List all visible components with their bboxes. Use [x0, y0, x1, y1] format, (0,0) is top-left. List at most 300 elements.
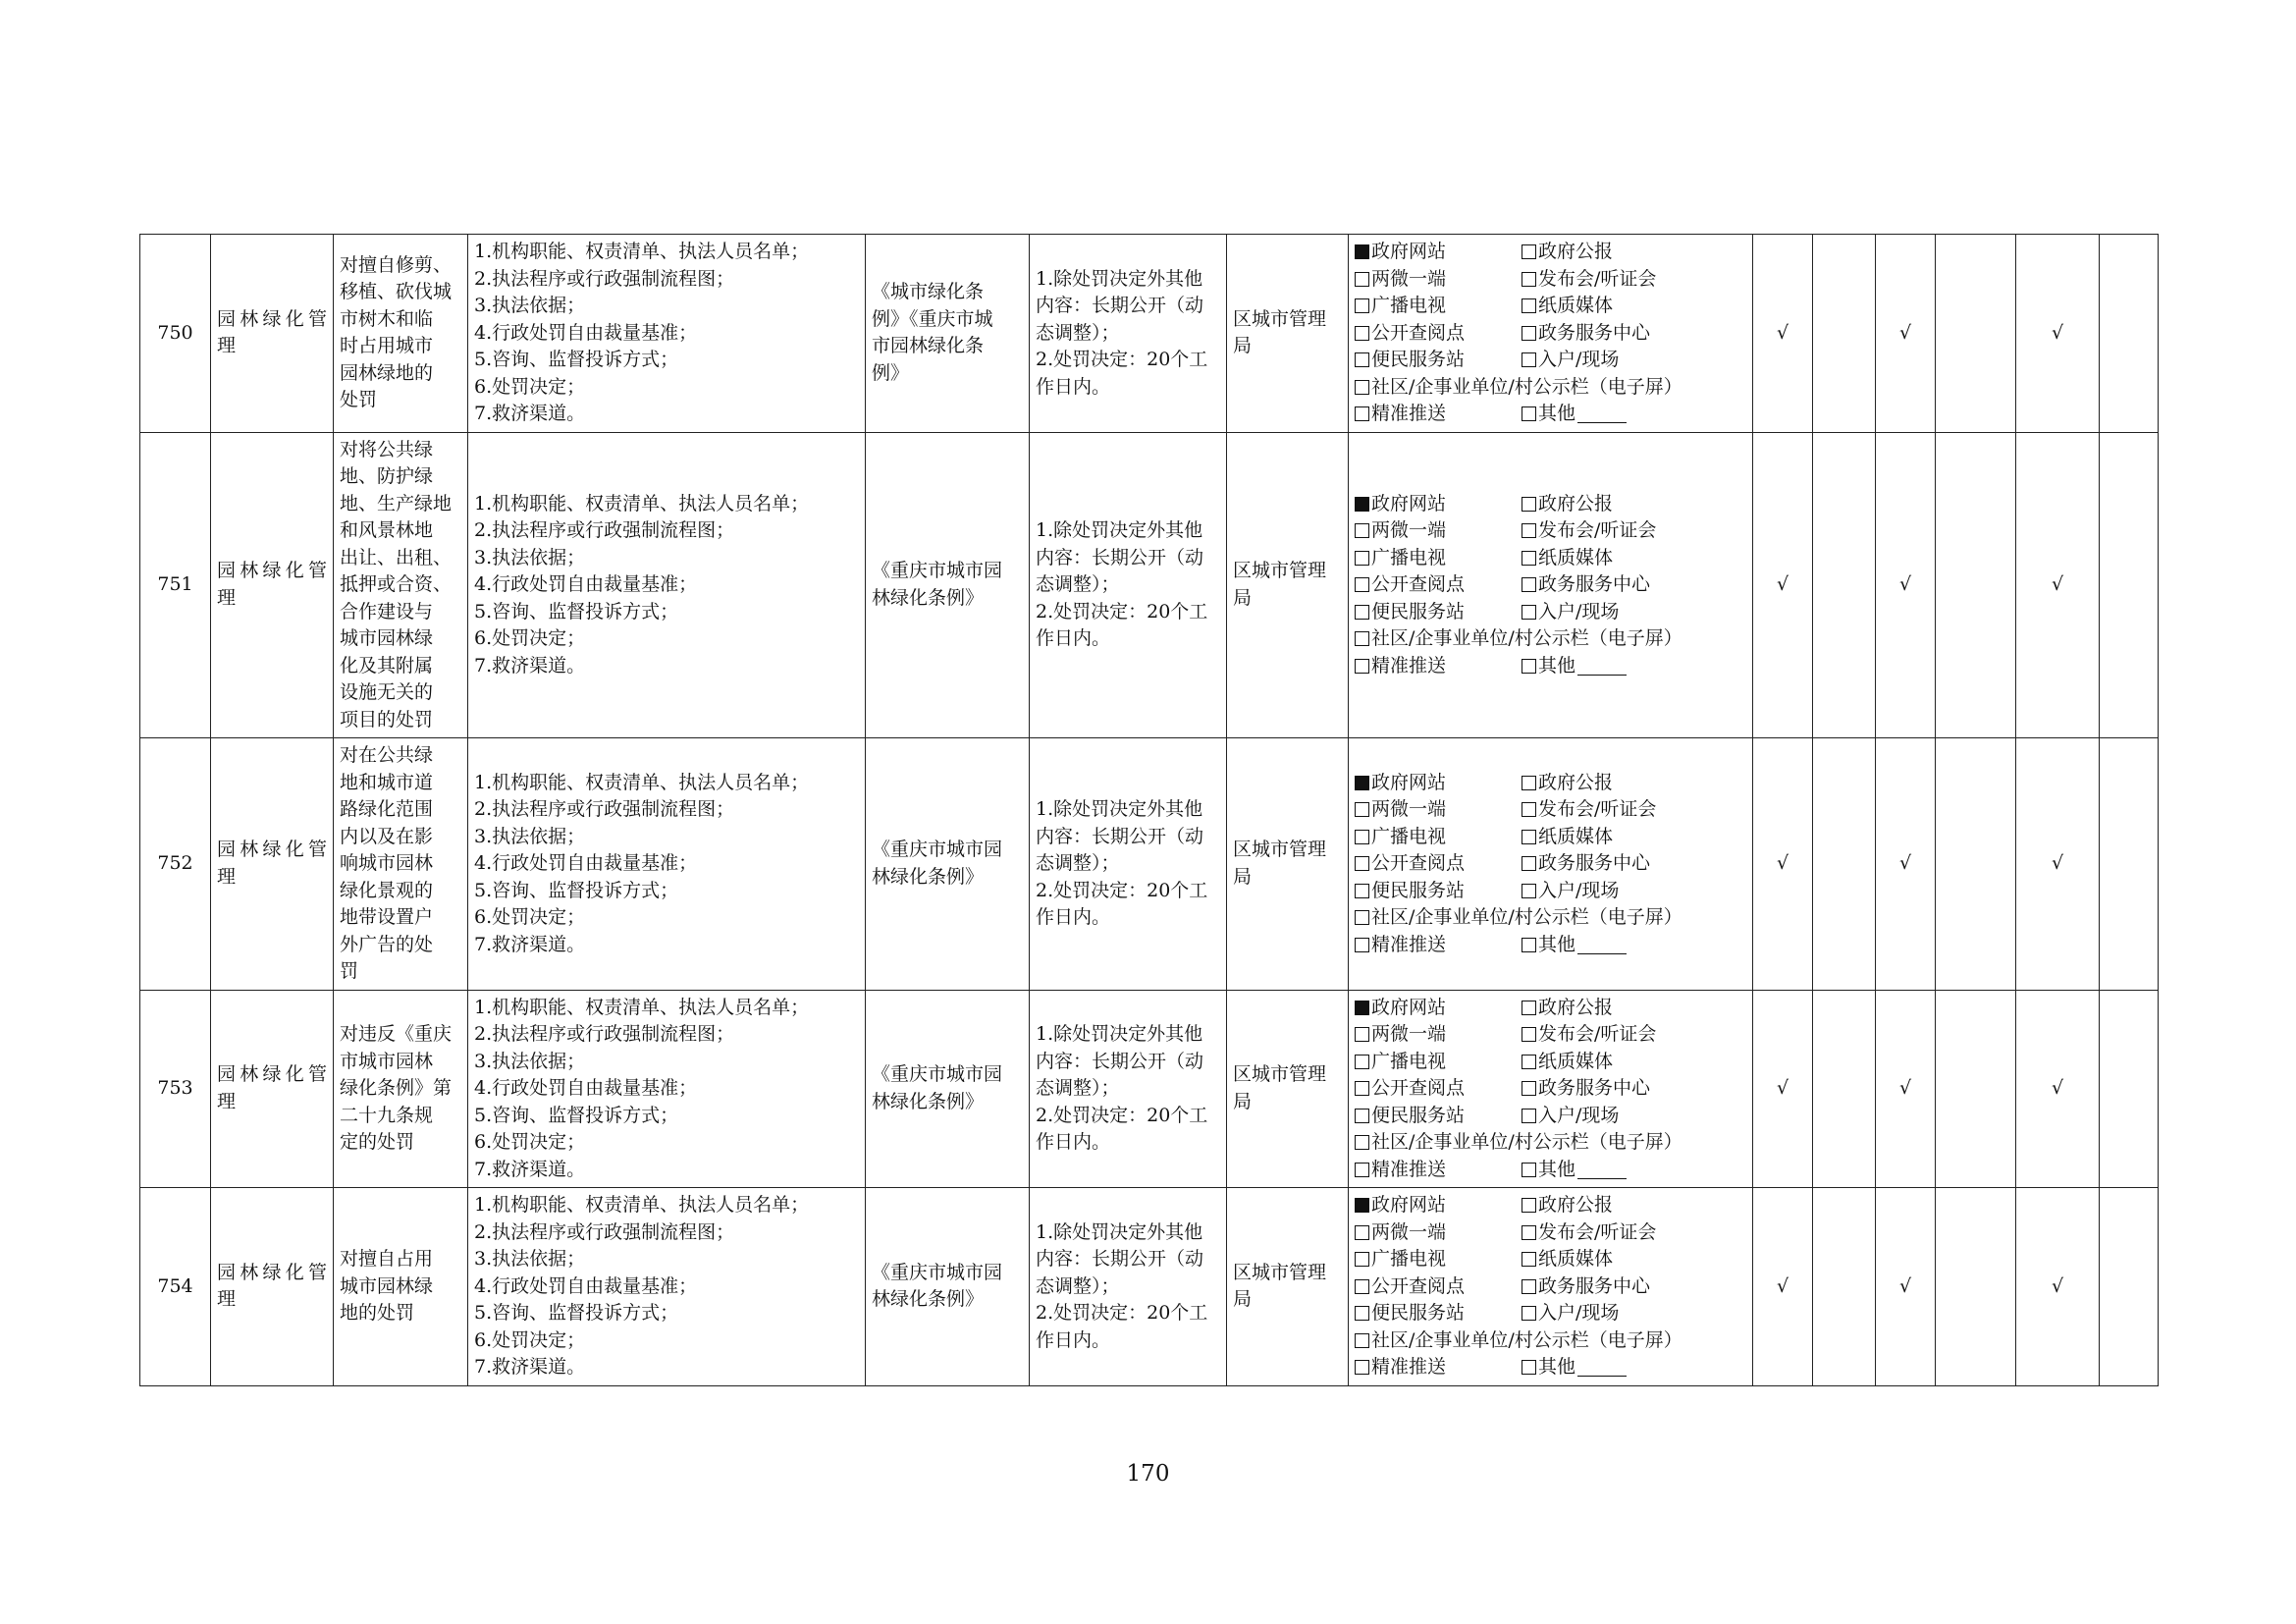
- content-cell: [468, 1188, 866, 1386]
- check-cell: [1753, 235, 1813, 433]
- channel-option: [1355, 653, 1522, 680]
- time-line: 态调整）；: [1036, 573, 1120, 595]
- channel-option: [1355, 1327, 1728, 1355]
- check-cell: [1876, 1188, 1936, 1386]
- item-line: 市城市园林: [340, 1050, 434, 1072]
- subject-cell: [1227, 1188, 1349, 1386]
- channel-option: [1355, 374, 1728, 402]
- table-row: [140, 1188, 2159, 1386]
- channel-option: [1522, 491, 1728, 518]
- channel-label: 其他: [1538, 933, 1576, 955]
- channel-label: 社区/企事业单位/村公示栏（电子屏）: [1371, 1328, 1682, 1351]
- checkbox-icon: [1522, 1055, 1536, 1069]
- content-line: 5.咨询、监督投诉方式；: [474, 1302, 679, 1324]
- channel-option: [1522, 1354, 1728, 1381]
- checkbox-icon: [1522, 1109, 1536, 1123]
- subject-cell: [1227, 235, 1349, 433]
- checkbox-icon: [1522, 406, 1536, 421]
- item-line: 合作建设与: [340, 600, 434, 623]
- time-line: 作日内。: [1036, 627, 1111, 649]
- empty-cell: [1936, 235, 2016, 433]
- content-line: 4.行政处罚自由裁量基准；: [474, 573, 698, 595]
- item-line: 对擅自修剪、: [340, 253, 453, 276]
- time-line: 1.除处罚决定外其他: [1036, 1220, 1203, 1243]
- channel-cell: [1349, 235, 1753, 433]
- time-line: 作日内。: [1036, 1328, 1111, 1351]
- channel-label: 政务服务中心: [1538, 321, 1651, 344]
- basis-line: 林绿化条例》: [872, 1090, 985, 1112]
- channel-option: [1355, 904, 1728, 932]
- content-line: 4.行政处罚自由裁量基准；: [474, 321, 698, 344]
- content-line: 2.执法程序或行政强制流程图；: [474, 1220, 735, 1243]
- time-line: 内容：长期公开（动: [1036, 295, 1204, 316]
- checkmark-icon: √: [1776, 852, 1789, 874]
- channel-option: [1522, 878, 1728, 905]
- channel-option: [1355, 770, 1522, 797]
- checkbox-icon: [1355, 1252, 1369, 1267]
- table-row: [140, 738, 2159, 991]
- channel-label: 发布会/听证会: [1538, 1220, 1657, 1243]
- channel-option: [1355, 239, 1522, 266]
- channel-option: [1355, 1129, 1728, 1157]
- empty-cell: [1936, 432, 2016, 738]
- basis-cell: [866, 738, 1030, 991]
- checkbox-icon: [1522, 1027, 1536, 1042]
- checkbox-icon: [1522, 497, 1536, 512]
- content-line: 3.执法依据；: [474, 295, 586, 316]
- item-line: 市树木和临: [340, 307, 434, 330]
- channel-option: [1355, 1300, 1522, 1327]
- checkbox-icon: [1355, 272, 1369, 287]
- item-line: 城市园林绿: [340, 1274, 434, 1297]
- content-line: 2.执法程序或行政强制流程图；: [474, 519, 735, 541]
- checkbox-icon: [1522, 1279, 1536, 1294]
- channel-label: 其他: [1538, 403, 1576, 424]
- channel-label: 精准推送: [1371, 1356, 1447, 1378]
- check-cell: [1876, 990, 1936, 1188]
- channel-option: [1522, 770, 1728, 797]
- channel-cell: [1349, 432, 1753, 738]
- subject-cell: [1227, 990, 1349, 1188]
- channel-label: 发布会/听证会: [1538, 1023, 1657, 1045]
- checkbox-icon: [1355, 1163, 1369, 1177]
- disclosure-table: [139, 234, 2159, 1386]
- basis-line: 例》《重庆市城: [872, 307, 993, 330]
- channel-option: [1522, 401, 1728, 428]
- channel-option: [1355, 293, 1522, 320]
- checkbox-icon: [1355, 938, 1369, 952]
- channel-option: [1355, 850, 1522, 878]
- channel-option: [1522, 824, 1728, 851]
- content-cell: [468, 990, 866, 1188]
- page-number: 170: [1126, 1461, 1170, 1487]
- time-line: 态调整）；: [1036, 1274, 1120, 1297]
- checkbox-icon: [1522, 326, 1536, 341]
- check-cell: [1876, 235, 1936, 433]
- item-line: 城市园林绿: [340, 627, 434, 649]
- content-line: 3.执法依据；: [474, 1248, 586, 1270]
- channel-option: [1522, 932, 1728, 959]
- channel-label: 便民服务站: [1371, 349, 1466, 370]
- basis-line: 林绿化条例》: [872, 1288, 985, 1311]
- table-row: [140, 235, 2159, 433]
- item-cell: [334, 432, 468, 738]
- checkmark-icon: √: [1776, 573, 1789, 595]
- channel-option: [1355, 517, 1522, 545]
- channel-label: 便民服务站: [1371, 1104, 1466, 1126]
- subject-cell: [1227, 738, 1349, 991]
- time-line: 内容：长期公开（动: [1036, 825, 1204, 847]
- item-line: 地、生产绿地: [340, 492, 453, 514]
- channel-label: 社区/企事业单位/村公示栏（电子屏）: [1371, 627, 1682, 649]
- content-line: 2.执法程序或行政强制流程图；: [474, 798, 735, 820]
- row-number: 750: [140, 235, 211, 433]
- channel-grid: [1355, 239, 1746, 428]
- item-line: 内以及在影: [340, 825, 434, 847]
- channel-label: 便民服务站: [1371, 879, 1466, 901]
- checkmark-icon: √: [1898, 573, 1912, 595]
- subject-line: 区城市管理: [1233, 1261, 1327, 1283]
- checkbox-icon: [1355, 1081, 1369, 1096]
- checkbox-icon: [1522, 1225, 1536, 1240]
- content-cell: [468, 235, 866, 433]
- checkmark-icon: √: [1776, 321, 1789, 344]
- checkbox-icon: [1355, 406, 1369, 421]
- checkbox-icon: [1522, 298, 1536, 313]
- channel-option: [1522, 1273, 1728, 1301]
- content-line: 5.咨询、监督投诉方式；: [474, 1104, 679, 1126]
- checkbox-icon: [1522, 1198, 1536, 1213]
- channel-grid: [1355, 1192, 1746, 1381]
- check-cell: [1876, 738, 1936, 991]
- channel-option: [1522, 1219, 1728, 1247]
- basis-line: 林绿化条例》: [872, 586, 985, 609]
- table-row: [140, 990, 2159, 1188]
- time-line: 作日内。: [1036, 1131, 1111, 1153]
- checkbox-icon: [1355, 1027, 1369, 1042]
- checkmark-icon: √: [1898, 1274, 1912, 1297]
- checkbox-icon: [1355, 605, 1369, 620]
- subject-line: 局: [1233, 865, 1253, 888]
- row-number: 753: [140, 990, 211, 1188]
- checkbox-icon: [1355, 1225, 1369, 1240]
- channel-option: [1522, 796, 1728, 824]
- channel-option: [1355, 1192, 1522, 1219]
- checkbox-icon: [1522, 1252, 1536, 1267]
- time-line: 态调整）；: [1036, 852, 1120, 874]
- checkbox-icon: [1355, 1135, 1369, 1150]
- channel-option: [1522, 320, 1728, 348]
- channel-label: 政府网站: [1371, 996, 1447, 1018]
- channel-label: 发布会/听证会: [1538, 798, 1657, 820]
- checkmark-icon: √: [1898, 321, 1912, 344]
- checkbox-icon: [1522, 551, 1536, 566]
- channel-option: [1355, 625, 1728, 653]
- item-line: 绿化景观的: [340, 879, 434, 901]
- empty-cell: [2100, 990, 2159, 1188]
- checkbox-icon: [1522, 244, 1536, 259]
- channel-label: 政府网站: [1371, 241, 1447, 262]
- content-line: 4.行政处罚自由裁量基准；: [474, 852, 698, 874]
- channel-label: 入户/现场: [1538, 1302, 1620, 1324]
- channel-option: [1522, 995, 1728, 1022]
- item-line: 路绿化范围: [340, 798, 434, 820]
- checkbox-icon: [1522, 938, 1536, 952]
- channel-option: [1522, 1192, 1728, 1219]
- item-line: 对在公共绿: [340, 744, 434, 766]
- content-cell: [468, 738, 866, 991]
- channel-grid: [1355, 491, 1746, 680]
- time-line: 态调整）；: [1036, 321, 1120, 344]
- time-line: 2.处罚决定：20个工: [1036, 600, 1208, 623]
- channel-label: 政府公报: [1538, 492, 1614, 514]
- channel-label: 入户/现场: [1538, 600, 1620, 623]
- checkbox-icon: [1522, 605, 1536, 620]
- channel-label: 政府网站: [1371, 1194, 1447, 1216]
- item-cell: [334, 738, 468, 991]
- channel-label: 纸质媒体: [1538, 1050, 1614, 1072]
- channel-option: [1522, 347, 1728, 374]
- channel-label: 政务服务中心: [1538, 1077, 1651, 1099]
- check-cell: [2016, 432, 2100, 738]
- content-line: 7.救济渠道。: [474, 654, 586, 677]
- checkbox-icon: [1522, 1306, 1536, 1321]
- checkbox-icon: [1355, 523, 1369, 538]
- empty-cell: [1936, 1188, 2016, 1386]
- content-line: 2.执法程序或行政强制流程图；: [474, 1023, 735, 1045]
- channel-label: 政务服务中心: [1538, 852, 1651, 874]
- channel-label: 两微一端: [1371, 267, 1447, 290]
- channel-option: [1522, 599, 1728, 626]
- item-line: 外广告的处: [340, 933, 434, 955]
- channel-cell: [1349, 1188, 1753, 1386]
- channel-grid: [1355, 770, 1746, 959]
- content-line: 1.机构职能、权责清单、执法人员名单；: [474, 1194, 810, 1216]
- channel-option: [1355, 347, 1522, 374]
- content-line: 7.救济渠道。: [474, 1158, 586, 1180]
- channel-option: [1522, 1157, 1728, 1184]
- basis-line: 例》: [872, 361, 910, 384]
- checkmark-icon: √: [2051, 1077, 2064, 1099]
- channel-label: 公开查阅点: [1371, 852, 1466, 874]
- channel-option: [1355, 1246, 1522, 1273]
- content-line: 4.行政处罚自由裁量基准；: [474, 1077, 698, 1099]
- checkbox-icon: [1355, 884, 1369, 898]
- time-cell: [1030, 990, 1227, 1188]
- checkbox-icon: [1522, 802, 1536, 817]
- channel-label: 社区/企事业单位/村公示栏（电子屏）: [1371, 375, 1682, 398]
- checked-box-icon: [1355, 244, 1369, 259]
- empty-cell: [2100, 235, 2159, 433]
- content-line: 6.处罚决定；: [474, 906, 586, 928]
- channel-option: [1355, 995, 1522, 1022]
- subject-cell: [1227, 432, 1349, 738]
- content-line: 7.救济渠道。: [474, 1356, 586, 1378]
- subject-line: 局: [1233, 335, 1253, 357]
- channel-option: [1355, 401, 1522, 428]
- channel-option: [1522, 517, 1728, 545]
- checkbox-icon: [1522, 856, 1536, 871]
- channel-label: 政府公报: [1538, 1194, 1614, 1216]
- check-cell: [2016, 738, 2100, 991]
- item-line: 处罚: [340, 389, 378, 411]
- channel-option: [1522, 293, 1728, 320]
- channel-label: 两微一端: [1371, 798, 1447, 820]
- basis-cell: [866, 235, 1030, 433]
- channel-label: 其他: [1538, 1158, 1576, 1180]
- checkbox-icon: [1522, 577, 1536, 592]
- subject-line: 区城市管理: [1233, 1063, 1327, 1086]
- channel-option: [1522, 1246, 1728, 1273]
- item-line: 园林绿地的: [340, 361, 434, 384]
- category-cell: 园林绿化管理: [211, 235, 334, 433]
- channel-option: [1355, 491, 1522, 518]
- channel-label: 发布会/听证会: [1538, 519, 1657, 541]
- channel-option: [1522, 653, 1728, 680]
- time-line: 2.处罚决定：20个工: [1036, 1104, 1208, 1126]
- item-line: 对违反《重庆: [340, 1023, 453, 1045]
- content-line: 5.咨询、监督投诉方式；: [474, 600, 679, 623]
- channel-label: 政府网站: [1371, 492, 1447, 514]
- subject-line: 区城市管理: [1233, 307, 1327, 330]
- check-cell: [2016, 235, 2100, 433]
- time-line: 2.处罚决定：20个工: [1036, 1302, 1208, 1324]
- checkmark-icon: √: [1776, 1274, 1789, 1297]
- checkbox-icon: [1355, 1333, 1369, 1348]
- channel-option: [1355, 571, 1522, 599]
- channel-label: 政务服务中心: [1538, 1274, 1651, 1297]
- checkbox-icon: [1355, 352, 1369, 367]
- checkbox-icon: [1522, 830, 1536, 844]
- empty-cell: [1813, 235, 1876, 433]
- fill-blank-line: [1577, 1161, 1627, 1179]
- checkmark-icon: √: [2051, 321, 2064, 344]
- item-line: 时占用城市: [340, 335, 434, 357]
- channel-option: [1355, 1273, 1522, 1301]
- checkbox-icon: [1355, 659, 1369, 674]
- channel-option: [1355, 1103, 1522, 1130]
- item-line: 对将公共绿: [340, 438, 434, 460]
- checkbox-icon: [1355, 298, 1369, 313]
- check-cell: [1753, 1188, 1813, 1386]
- item-line: 二十九条规: [340, 1104, 434, 1126]
- row-number: 751: [140, 432, 211, 738]
- time-cell: [1030, 1188, 1227, 1386]
- checkbox-icon: [1522, 1081, 1536, 1096]
- checkbox-icon: [1355, 1360, 1369, 1375]
- content-line: 4.行政处罚自由裁量基准；: [474, 1274, 698, 1297]
- row-number: 752: [140, 738, 211, 991]
- checkbox-icon: [1355, 1109, 1369, 1123]
- empty-cell: [1936, 990, 2016, 1188]
- checkbox-icon: [1522, 352, 1536, 367]
- item-line: 地、防护绿: [340, 465, 434, 487]
- time-line: 态调整）；: [1036, 1077, 1120, 1099]
- checkmark-icon: √: [2051, 852, 2064, 874]
- channel-cell: [1349, 738, 1753, 991]
- channel-label: 其他: [1538, 654, 1576, 677]
- content-cell: [468, 432, 866, 738]
- time-line: 2.处罚决定：20个工: [1036, 349, 1208, 370]
- fill-blank-line: [1577, 405, 1627, 423]
- empty-cell: [1813, 1188, 1876, 1386]
- content-line: 6.处罚决定；: [474, 1328, 586, 1351]
- empty-cell: [2100, 738, 2159, 991]
- channel-label: 两微一端: [1371, 519, 1447, 541]
- checked-box-icon: [1355, 1198, 1369, 1213]
- item-line: 项目的处罚: [340, 708, 434, 731]
- basis-line: 《重庆市城市园: [872, 1261, 1003, 1283]
- item-line: 抵押或合资、: [340, 573, 453, 595]
- channel-label: 便民服务站: [1371, 600, 1466, 623]
- basis-line: 《重庆市城市园: [872, 839, 1003, 861]
- channel-option: [1355, 1157, 1522, 1184]
- checkbox-icon: [1522, 1360, 1536, 1375]
- channel-option: [1355, 1021, 1522, 1049]
- channel-label: 入户/现场: [1538, 349, 1620, 370]
- item-line: 化及其附属: [340, 654, 434, 677]
- channel-option: [1522, 1049, 1728, 1076]
- table-row: [140, 432, 2159, 738]
- content-line: 2.执法程序或行政强制流程图；: [474, 267, 735, 290]
- basis-line: 市园林绿化条: [872, 335, 985, 357]
- time-cell: [1030, 432, 1227, 738]
- empty-cell: [2100, 432, 2159, 738]
- content-line: 5.咨询、监督投诉方式；: [474, 349, 679, 370]
- checkbox-icon: [1355, 910, 1369, 925]
- empty-cell: [1936, 738, 2016, 991]
- channel-label: 广播电视: [1371, 546, 1447, 568]
- channel-label: 政府网站: [1371, 771, 1447, 793]
- checkbox-icon: [1522, 659, 1536, 674]
- time-line: 内容：长期公开（动: [1036, 1050, 1204, 1072]
- checkbox-icon: [1522, 884, 1536, 898]
- channel-label: 纸质媒体: [1538, 295, 1614, 316]
- channel-label: 精准推送: [1371, 654, 1447, 677]
- channel-label: 广播电视: [1371, 1248, 1447, 1270]
- fill-blank-line: [1577, 1358, 1627, 1377]
- channel-label: 广播电视: [1371, 1050, 1447, 1072]
- checkmark-icon: √: [1898, 852, 1912, 874]
- checkbox-icon: [1355, 830, 1369, 844]
- empty-cell: [1813, 990, 1876, 1188]
- checkbox-icon: [1355, 1279, 1369, 1294]
- time-cell: [1030, 235, 1227, 433]
- time-line: 内容：长期公开（动: [1036, 1248, 1204, 1270]
- check-cell: [1753, 738, 1813, 991]
- item-line: 对擅自占用: [340, 1248, 434, 1270]
- channel-option: [1522, 850, 1728, 878]
- channel-label: 社区/企事业单位/村公示栏（电子屏）: [1371, 906, 1682, 928]
- time-line: 1.除处罚决定外其他: [1036, 798, 1203, 820]
- checkmark-icon: √: [1898, 1077, 1912, 1099]
- checkbox-icon: [1522, 776, 1536, 790]
- category-cell: 园林绿化管理: [211, 1188, 334, 1386]
- channel-label: 精准推送: [1371, 933, 1447, 955]
- empty-cell: [1813, 738, 1876, 991]
- channel-label: 公开查阅点: [1371, 1077, 1466, 1099]
- item-line: 响城市园林: [340, 852, 434, 874]
- basis-line: 《重庆市城市园: [872, 560, 1003, 582]
- content-line: 3.执法依据；: [474, 825, 586, 847]
- check-cell: [2016, 1188, 2100, 1386]
- empty-cell: [2100, 1188, 2159, 1386]
- channel-label: 广播电视: [1371, 295, 1447, 316]
- checkmark-icon: √: [2051, 1274, 2064, 1297]
- checkbox-icon: [1522, 523, 1536, 538]
- channel-label: 纸质媒体: [1538, 546, 1614, 568]
- checkbox-icon: [1522, 272, 1536, 287]
